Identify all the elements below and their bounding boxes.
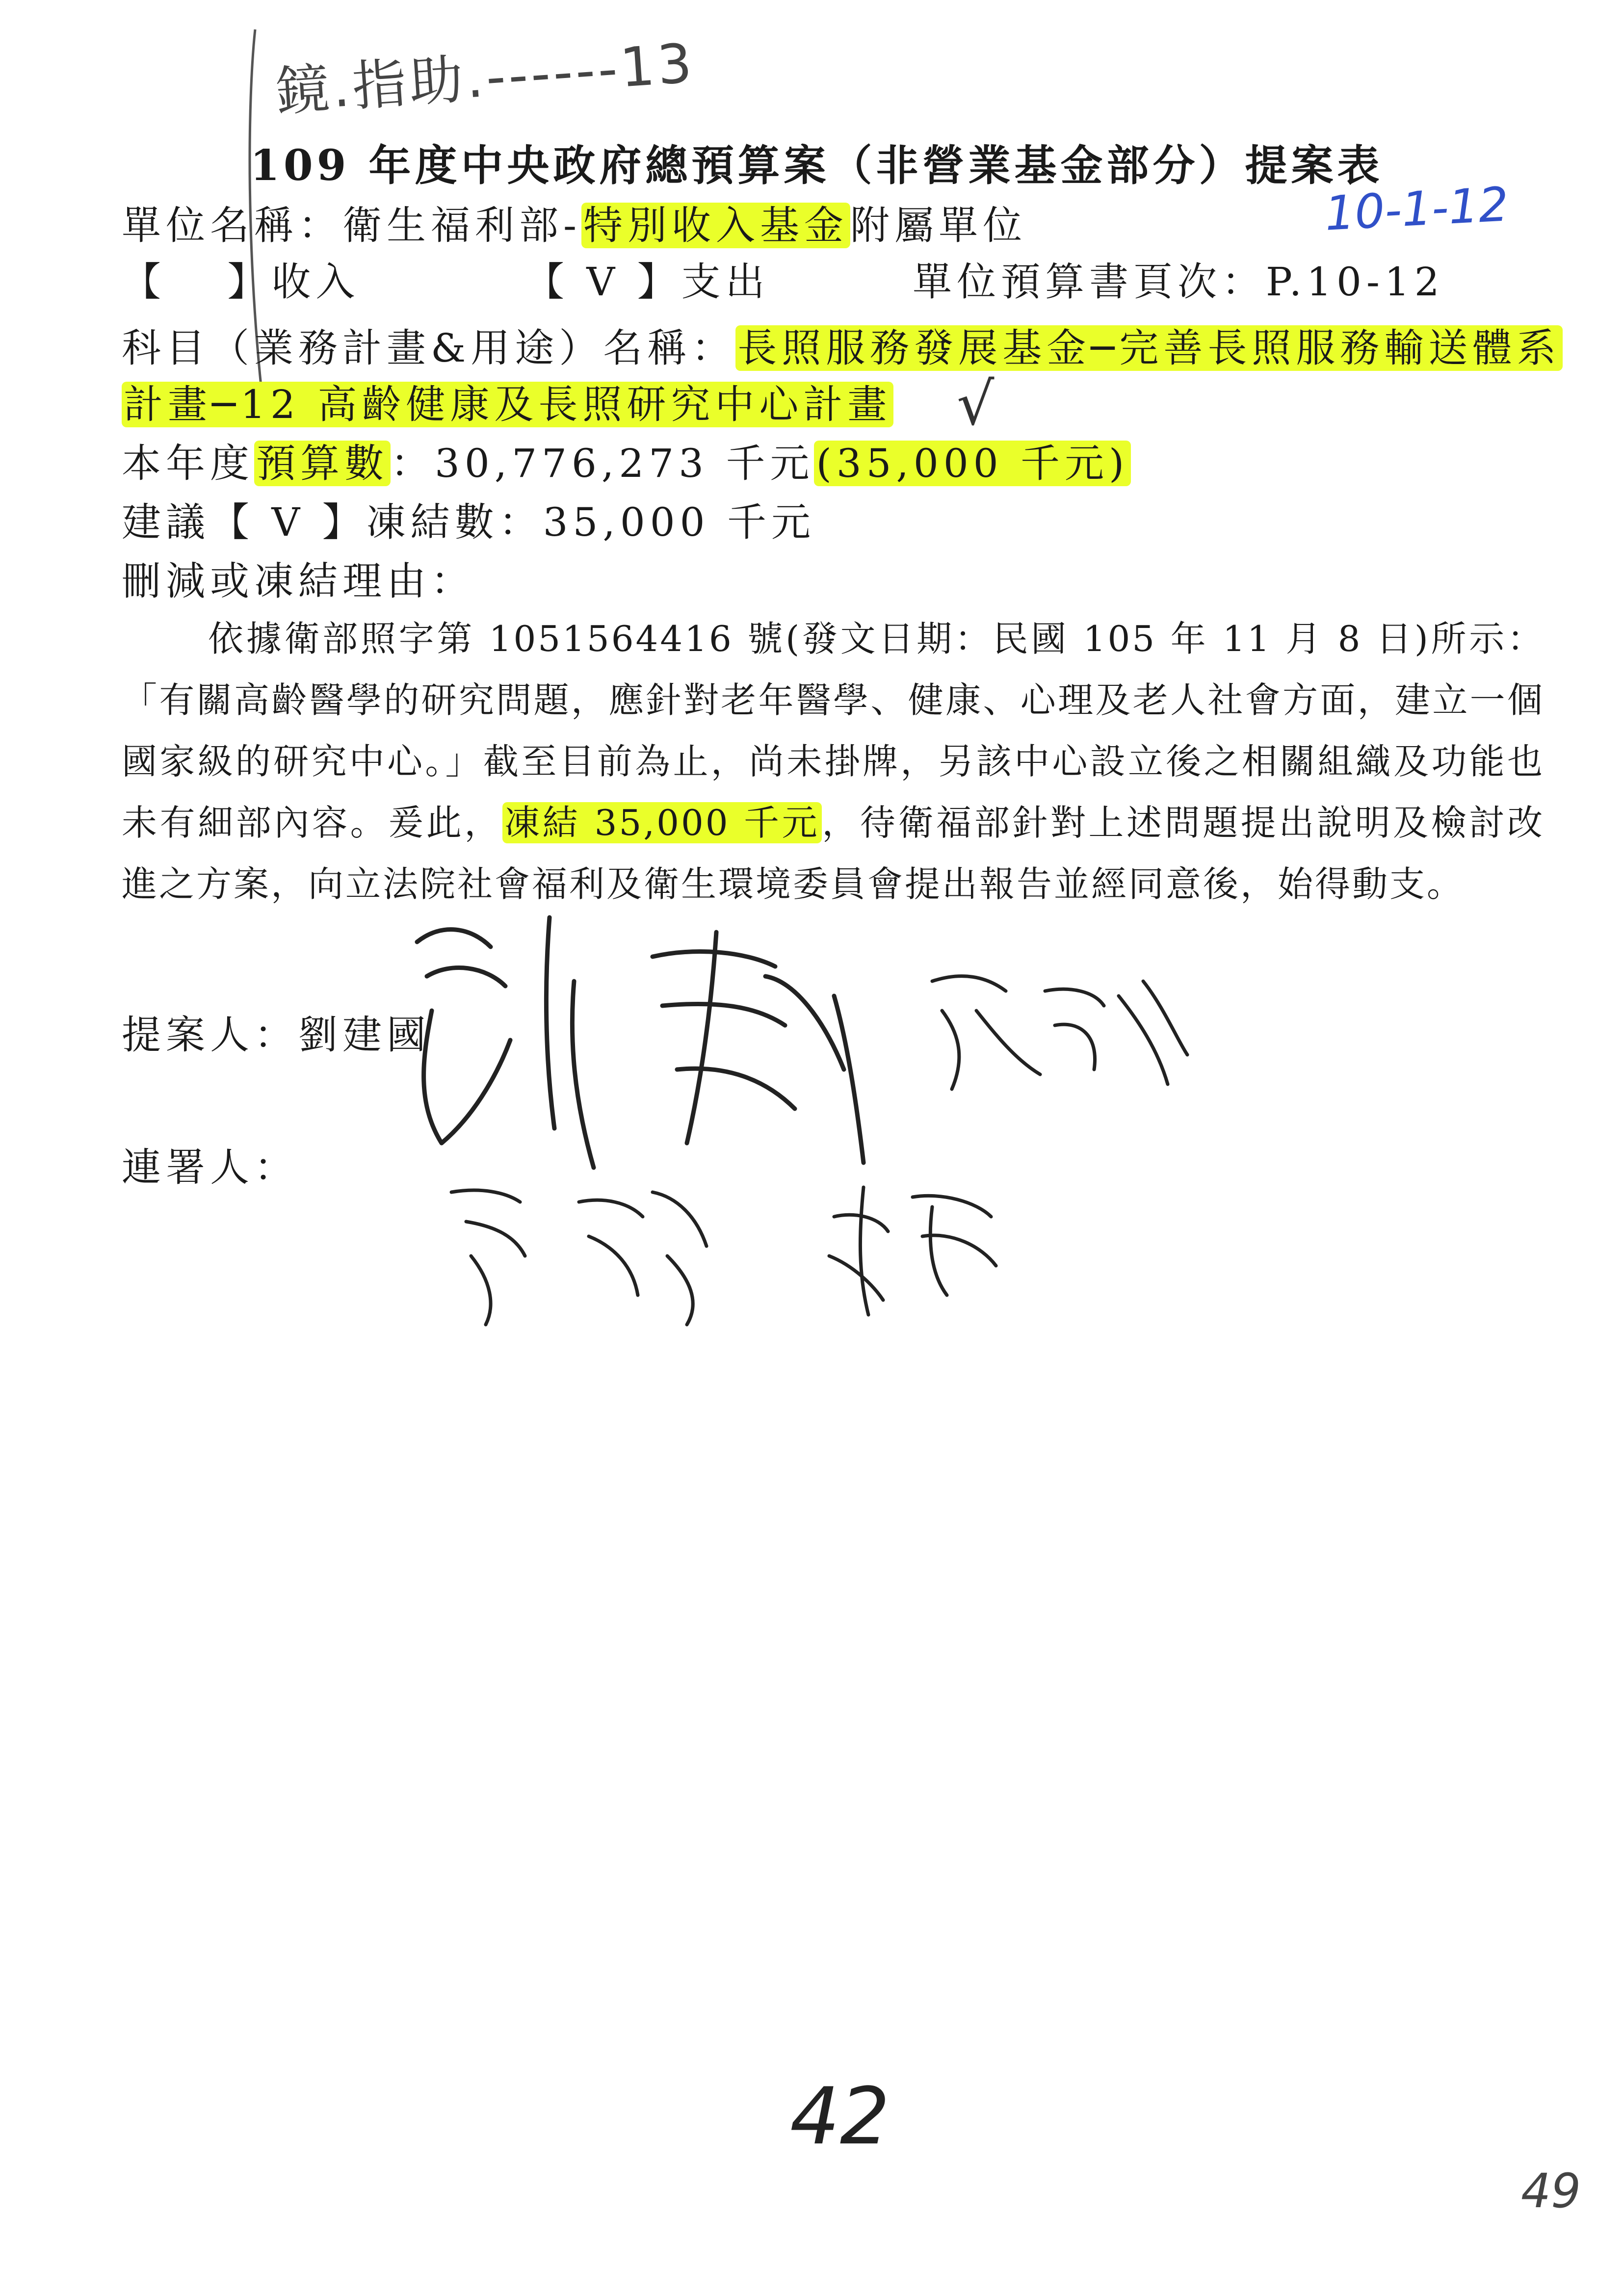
subject-label: 科目（業務計畫&用途）名稱： [122, 325, 736, 371]
handwritten-check-mark: √ [957, 370, 995, 439]
budget-page-reference: 單位預算書頁次：P.10-12 [913, 259, 1444, 305]
unit-name-suffix: 附屬單位 [850, 203, 1027, 248]
budget-label-prefix: 本年度 [122, 441, 254, 486]
cosigner-label: 連署人： [122, 1145, 298, 1190]
reason-text-part1: 依據衛部照字第 1051564416 號(發文日期：民國 105 年 11 月 8 日)所示：「有關高齡醫學的研究問題，應針對老年醫學、健康、心理及老人社會方面，建立一個國家級的研究中心。」截至目前為止，尚未掛牌，另該中心設立後之相關組織及功能也未有細部內容。爰此， [122, 618, 1545, 843]
budget-label-highlight: 預算數 [254, 441, 391, 486]
budget-total-value: ：30,776,273 千元 [391, 441, 814, 486]
proposer-label: 提案人： [122, 1012, 298, 1058]
handwritten-top-left-note: 鏡.指助.------13 [273, 31, 697, 124]
budget-frozen-value: (35,000 千元) [814, 441, 1131, 486]
expense-box: 【 V 】支出 [525, 259, 770, 305]
handwritten-page-number: 42 [790, 2070, 890, 2162]
subject-name-line2: 計畫─12 高齡健康及長照研究中心計畫 [122, 382, 893, 427]
freeze-suggestion: 建議【 V 】凍結數：35,000 千元 [122, 499, 815, 545]
handwritten-reference-number: 10-1-12 [1323, 177, 1510, 241]
unit-name-highlight: 特別收入基金 [581, 203, 850, 248]
reason-label: 刪減或凍結理由： [122, 558, 475, 604]
unit-name-prefix: 衛生福利部- [342, 203, 582, 248]
proposer-name: 劉建國 [298, 1012, 431, 1058]
handwritten-corner-number: 49 [1521, 2164, 1581, 2218]
subject-name-line1: 長照服務發展基金─完善長照服務輸送體系 [735, 325, 1563, 371]
income-box: 【 】收入 [122, 259, 360, 305]
unit-label: 單位名稱： [122, 203, 342, 248]
document-title: 109 年度中央政府總預算案（非營業基金部分）提案表 [250, 141, 1384, 190]
reason-text-part2: ，待衛福部針對上述問題提出說明及檢討改進之方案，向立法院社會福利及衛生環境委員會提出報告並經同意後，始得動支。 [122, 802, 1545, 905]
reason-freeze-amount: 凍結 35,000 千元 [502, 802, 822, 843]
